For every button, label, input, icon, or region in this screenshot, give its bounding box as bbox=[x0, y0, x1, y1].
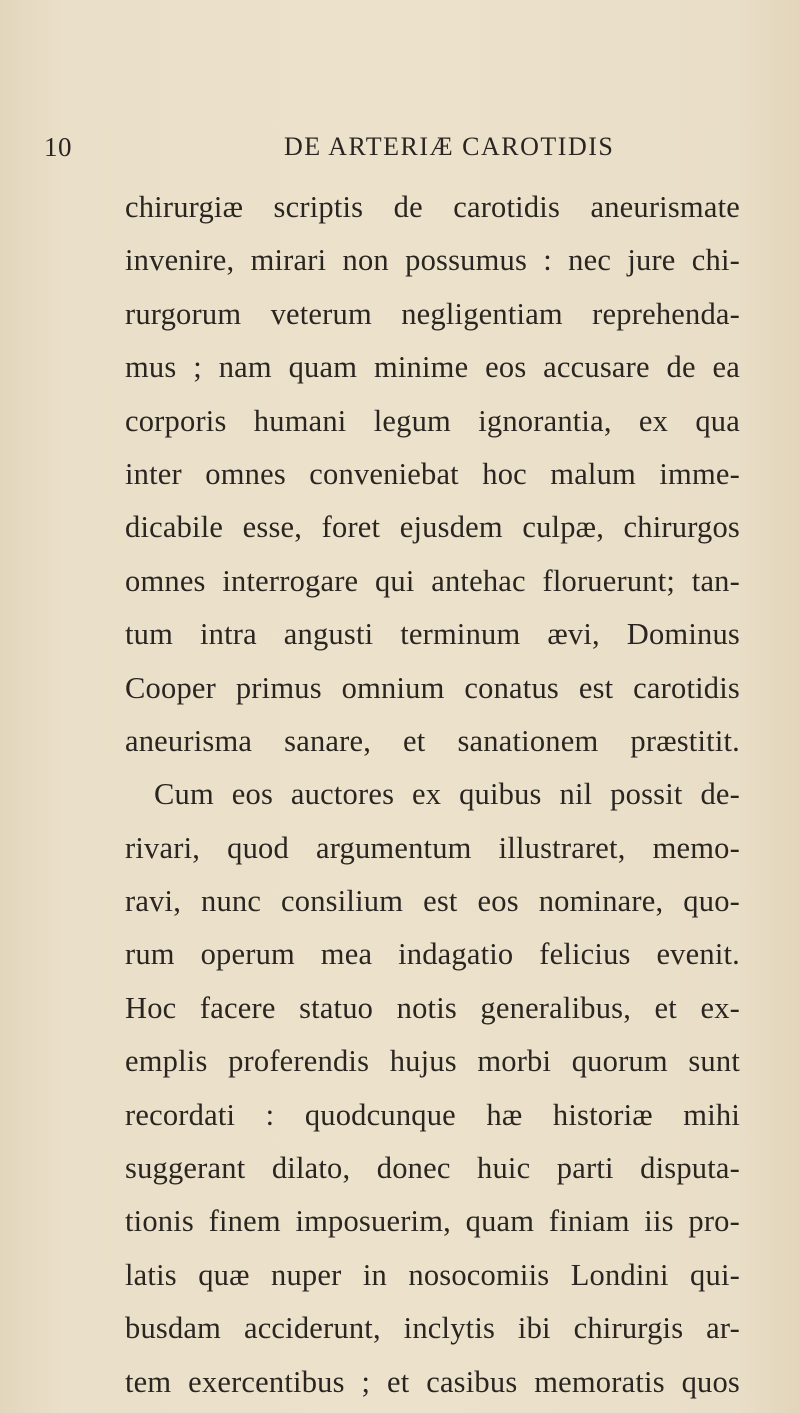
text-line: suggerant dilato, donec huic parti disputa- bbox=[125, 1151, 740, 1186]
text-line: omnes interrogare qui antehac floruerunt; tan- bbox=[125, 563, 740, 598]
text-line: latis quæ nuper in nosocomiis Londini qui- bbox=[125, 1257, 740, 1292]
text-line: Cooper primus omnium conatus est carotidis bbox=[125, 670, 740, 705]
text-line: aneurisma sanare, et sanationem præstitit. bbox=[125, 723, 740, 758]
page-header bbox=[44, 132, 744, 172]
text-line: emplis proferendis hujus morbi quorum sunt bbox=[125, 1044, 740, 1079]
text-line: tem exercentibus ; et casibus memoratis quos bbox=[125, 1364, 740, 1399]
page-number: 10 bbox=[44, 132, 72, 162]
running-head: DE ARTERIÆ CAROTIDIS bbox=[284, 132, 615, 161]
text-line: recordati : quodcunque hæ historiæ mihi bbox=[125, 1097, 740, 1132]
text-line: chirurgiæ scriptis de carotidis aneurismate bbox=[125, 190, 740, 224]
text-line: Cum eos auctores ex quibus nil possit de- bbox=[154, 777, 740, 812]
text-line: mus ; nam quam minime eos accusare de ea bbox=[125, 350, 740, 385]
text-line: tum intra angusti terminum ævi, Dominus bbox=[125, 617, 740, 652]
text-line: invenire, mirari non possumus : nec jure chi- bbox=[125, 243, 740, 278]
text-line: rum operum mea indagatio felicius evenit. bbox=[125, 937, 740, 972]
text-line: dicabile esse, foret ejusdem culpæ, chirurgos bbox=[125, 510, 740, 545]
text-line: corporis humani legum ignorantia, ex qua bbox=[125, 403, 740, 438]
text-line: inter omnes conveniebat hoc malum imme- bbox=[125, 456, 740, 491]
text-line: Hoc facere statuo notis generalibus, et ex- bbox=[125, 990, 740, 1025]
text-line: tionis finem imposuerim, quam finiam iis pro- bbox=[125, 1204, 740, 1239]
text-line: busdam acciderunt, inclytis ibi chirurgis ar- bbox=[125, 1311, 740, 1346]
text-line: rivari, quod argumentum illustraret, memo- bbox=[125, 830, 740, 865]
text-line: rurgorum veterum negligentiam reprehenda- bbox=[125, 296, 740, 331]
body-text bbox=[125, 181, 740, 1409]
text-line: ravi, nunc consilium est eos nominare, quo- bbox=[125, 884, 740, 919]
